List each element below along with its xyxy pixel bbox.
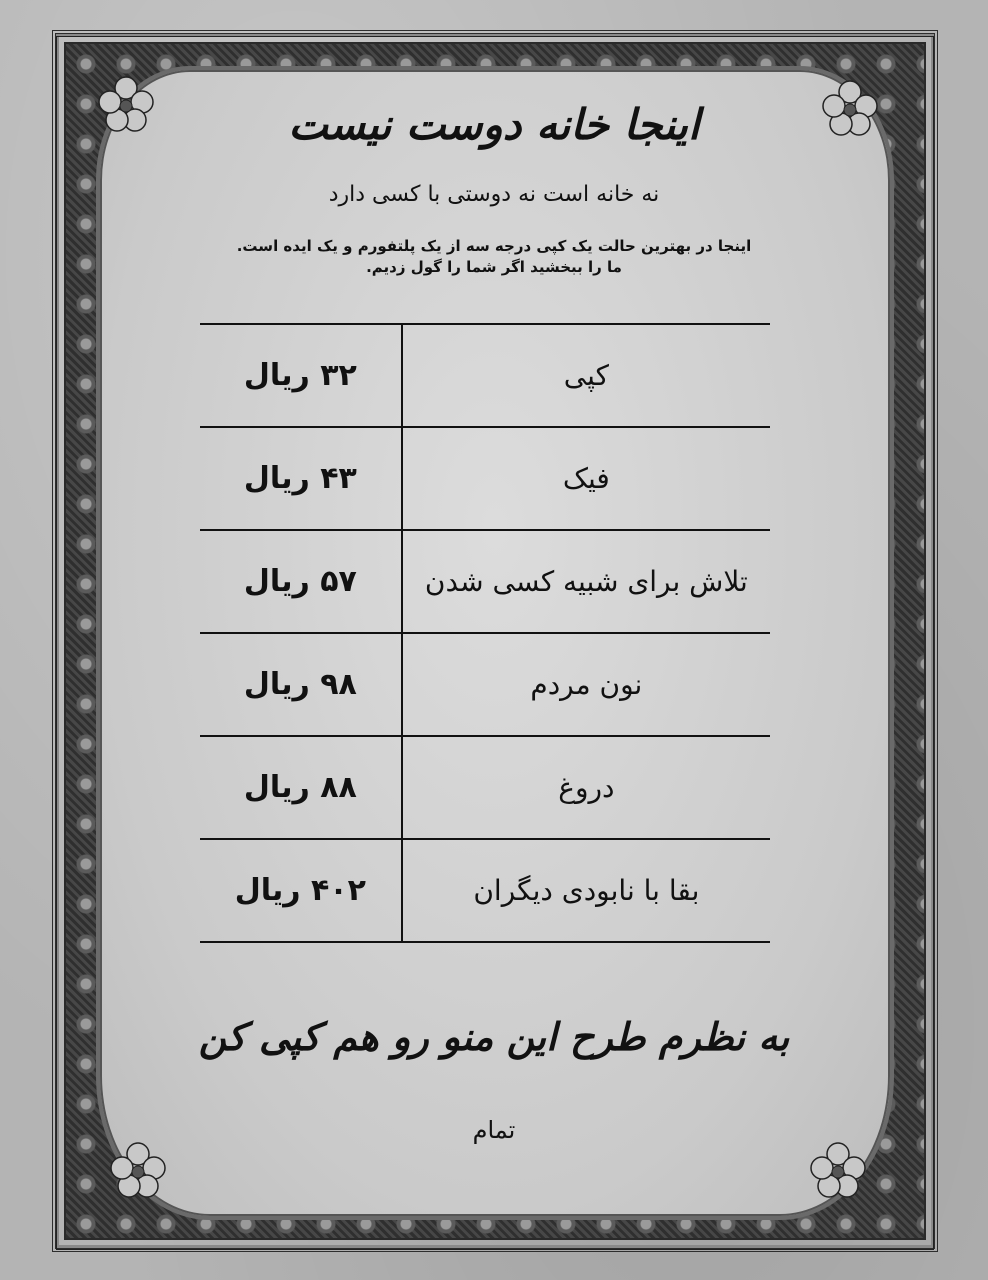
table-row [200, 427, 770, 530]
menu-table [200, 323, 770, 943]
menu-item-name: نون مردم [402, 633, 770, 736]
menu-item-price: ۴۰۲ ریال [200, 839, 402, 942]
menu-item-name: تلاش برای شبیه کسی شدن [402, 530, 770, 633]
menu-item-price: ۳۲ ریال [200, 324, 402, 427]
footer-note: به نظرم طرح این منو رو هم کپی کن [198, 1014, 790, 1059]
menu-item-price: ۴۳ ریال [200, 427, 402, 530]
menu-item-name: فیک [402, 427, 770, 530]
menu-item-name: کپی [402, 324, 770, 427]
table-row [200, 633, 770, 736]
menu-item-name: دروغ [402, 736, 770, 839]
description-line: اینجا در بهترین حالت یک کپی درجه سه از یک پلتفورم و یک ایده است. [236, 237, 752, 255]
table-row [200, 530, 770, 633]
end-text: تمام [472, 1116, 516, 1144]
menu-item-price: ۹۸ ریال [200, 633, 402, 736]
table-row [200, 736, 770, 839]
menu-title: اینجا خانه دوست نیست [288, 100, 700, 149]
menu-item-price: ۸۸ ریال [200, 736, 402, 839]
description-line: ما را ببخشید اگر شما را گول زدیم. [366, 258, 622, 276]
table-row [200, 324, 770, 427]
menu-subtitle: نه خانه است نه دوستی با کسی دارد [328, 182, 660, 207]
menu-description [174, 236, 814, 278]
menu-item-name: بقا با نابودی دیگران [402, 839, 770, 942]
table-row [200, 839, 770, 942]
menu-item-price: ۵۷ ریال [200, 530, 402, 633]
